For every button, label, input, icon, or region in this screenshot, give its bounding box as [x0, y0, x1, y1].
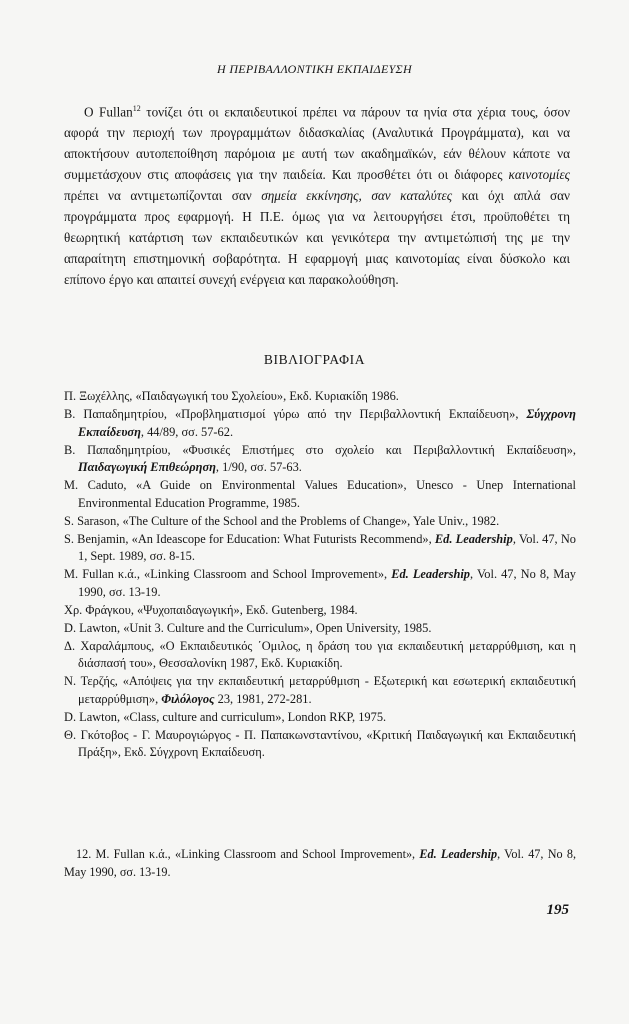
paragraph-text: πρέπει να αντιμετωπίζονται σαν: [64, 188, 262, 204]
bibliography-entry: Β. Παπαδημητρίου, «Προβληματισμοί γύρω από την Περιβαλλοντική Εκπαίδευση», Σύγχρονη Εκπαίδευση, 44/89, σσ. 57-62.: [64, 407, 576, 439]
bibliography-entry: Ν. Τερζής, «Απόψεις για την εκπαιδευτική μεταρρύθμιση - Εξωτερική και εσωτερική εκπαιδευτική μεταρρύθμιση», Φιλόλογος 23, 1981, 272-281.: [64, 674, 576, 706]
bibliography-entry: D. Lawton, «Unit 3. Culture and the Curriculum», Open University, 1985.: [64, 620, 432, 635]
body-paragraph: [64, 98, 570, 290]
page-number: 195: [546, 902, 569, 918]
paragraph-text: και όχι απλά σαν προγράμματα προς εφαρμογή. Η Π.Ε. όμως για να λειτουργήσει έτσι, προϋποθέτει τη θεωρητική κατάρτιση των εκπαιδευτικών και γενικότερα την αντιμετώπισή της με την απαραίτητη επιστημονική σοβαρότητα. Η εφαρμογή μιας καινοτομίας είναι δύσκολο και επίπονο έργο και απαιτεί συνεχή ενέργεια και παρακολούθηση.: [64, 188, 570, 288]
footnote: 12. M. Fullan κ.ά., «Linking Classroom and School Improvement», Ed. Leadership, Vol. 47, No 8, May 1990, σσ. 13-19.: [64, 847, 576, 879]
bibliography-entry: S. Sarason, «The Culture of the School and the Problems of Change», Yale Univ., 1982.: [64, 513, 500, 528]
paragraph-text: τονίζει ότι οι εκπαιδευτικοί πρέπει να πάρουν τα ηνία στα χέρια τους, όσον αφορά την περιοχή των προγραμμάτων διδασκαλίας (Αναλυτικά Προγράμματα), και να αποκτήσουν αυτοπεποίθηση παρόμοια με αυτή των ακαδημαϊκών, εάν θέλουν κάποτε να συμμετάσχουν στις αποφάσεις για την παιδεία. Και προσθέτει ότι οι διάφορες: [64, 104, 570, 183]
bibliography-entry: Χρ. Φράγκου, «Ψυχοπαιδαγωγική», Εκδ. Gutenberg, 1984.: [64, 602, 358, 617]
bibliography-entry: Β. Παπαδημητρίου, «Φυσικές Επιστήμες στο σχολείο και Περιβαλλοντική Εκπαίδευση», Παιδαγωγική Επιθεώρηση, 1/90, σσ. 57-63.: [64, 442, 576, 474]
footnote-reference: 12: [132, 104, 141, 113]
bibliography-entry: D. Lawton, «Class, culture and curriculum», London RKP, 1975.: [64, 709, 387, 724]
bibliography-entry: Θ. Γκότοβος - Γ. Μαυρογιώργος - Π. Παπακωνσταντίνου, «Κριτική Παιδαγωγική και Εκπαιδευτική Πράξη», Εκδ. Σύγχρονη Εκπαίδευση.: [64, 727, 576, 759]
bibliography-list: [64, 388, 576, 762]
bibliography-heading: ΒΙΒΛΙΟΓΡΑΦΙΑ: [263, 352, 366, 367]
bibliography-entry: M. Fullan κ.ά., «Linking Classroom and School Improvement», Ed. Leadership, Vol. 47, No 8, May 1990, σσ. 13-19.: [64, 567, 576, 599]
running-header: Η ΠΕΡΙΒΑΛΛΟΝΤΙΚΗ ΕΚΠΑΙΔΕΥΣΗ: [217, 62, 412, 76]
bibliography-entry: Δ. Χαραλάμπους, «Ο Εκπαιδευτικός ΄Ομιλος, η δράση του για εκπαιδευτική μεταρρύθμιση, και η διάσπασή του», Θεσσαλονίκη 1987, Εκδ. Κυριακίδη.: [64, 638, 576, 670]
bibliography-entry: S. Benjamin, «An Ideascope for Education: What Futurists Recommend», Ed. Leadership, Vol. 47, No 1, Sept. 1989, σσ. 8-15.: [64, 531, 576, 563]
paragraph-text: Ο Fullan: [84, 104, 133, 120]
emphasis-text: σημεία εκκίνησης, σαν καταλύτες: [261, 188, 453, 204]
bibliography-entry: Π. Ξωχέλλης, «Παιδαγωγική του Σχολείου», Εκδ. Κυριακίδη 1986.: [64, 389, 399, 403]
emphasis-text: καινοτομίες: [508, 167, 570, 183]
bibliography-entry: M. Caduto, «A Guide on Environmental Values Education», Unesco - Unep International Environmental Education Programme, 1985.: [64, 478, 576, 510]
